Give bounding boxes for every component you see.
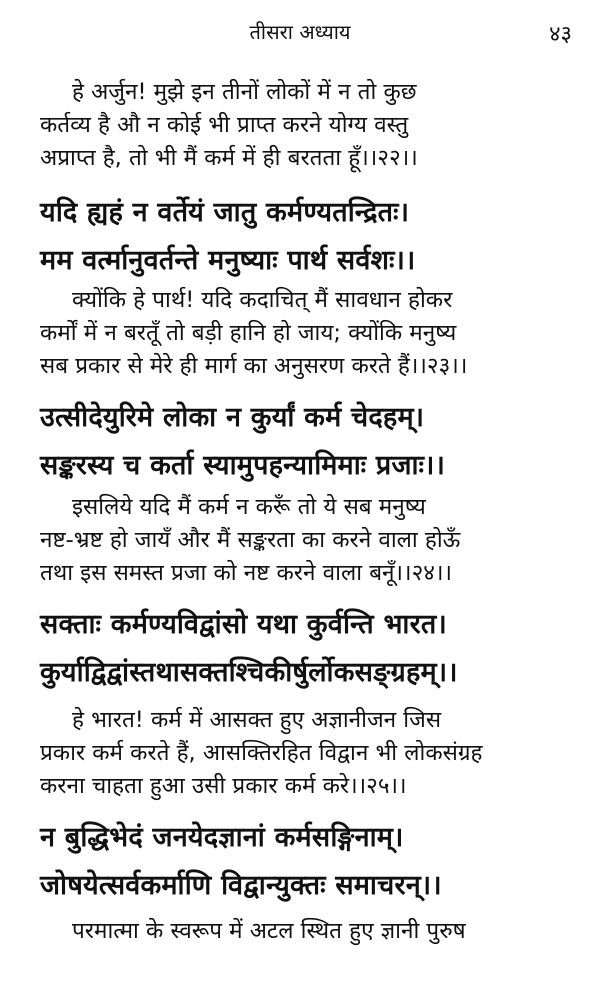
text-line: परमात्मा के स्वरूप में अटल स्थित हुए ज्ञानी पुरुष [72, 918, 466, 944]
text-line: तथा इस समस्त प्रजा को नष्ट करने वाला बनूँ।।२४।। [40, 560, 453, 586]
chapter-title: तीसरा अध्याय [249, 20, 351, 44]
text-line: प्रकार कर्म करते हैं, आसक्तिरहित विद्वान भी लोकसंग्रह [40, 740, 483, 766]
text-line: हे अर्जुन! मुझे इन तीनों लोकों में न तो कुछ [72, 79, 417, 105]
sanskrit-verse-23 [40, 189, 570, 285]
text-line: हे भारत! कर्म में आसक्त हुए अज्ञानीजन जिस [72, 707, 442, 733]
commentary-paragraph-24 [40, 491, 570, 590]
verse-line: सक्ताः कर्मण्यविद्वांसो यथा कुर्वन्ति भारत। [40, 609, 447, 640]
commentary-paragraph-26 [40, 915, 570, 948]
verse-line: कुर्याद्विद्वांस्तथासक्तश्चिकीर्षुर्लोकसङ्ग्रहम्।। [40, 657, 458, 688]
text-line: करना चाहता हुआ उसी प्रकार कर्म करे।।२५।। [40, 773, 407, 799]
page-header [0, 14, 600, 48]
commentary-paragraph-25 [40, 704, 570, 803]
verse-line: न बुद्धिभेदं जनयेदज्ञानां कर्मसङ्गिनाम्। [40, 822, 404, 853]
sanskrit-verse-25 [40, 601, 570, 697]
page-number: ४३ [549, 22, 572, 47]
sanskrit-verse-24 [40, 394, 570, 490]
verse-line: जोषयेत्सर्वकर्माणि विद्वान्युक्तः समाचरन्।। [40, 870, 442, 901]
text-line: अप्राप्त है, तो भी मैं कर्म में ही बरतता हूँ।।२२।। [40, 145, 418, 171]
verse-line: यदि ह्यहं न वर्तेयं जातु कर्मण्यतन्द्रितः। [40, 197, 410, 228]
text-line: सब प्रकार से मेरे ही मार्ग का अनुसरण करते हैं।।२३।। [40, 353, 468, 379]
verse-line: सङ्करस्य च कर्ता स्यामुपहन्यामिमाः प्रजाः।। [40, 450, 446, 481]
verse-line: मम वर्त्मानुवर्तन्ते मनुष्याः पार्थ सर्वशः।। [40, 245, 416, 276]
verse-line: उत्सीदेयुरिमे लोका न कुर्यां कर्म चेदहम्। [40, 402, 425, 433]
text-line: क्योंकि हे पार्थ! यदि कदाचित् मैं सावधान होकर [72, 287, 453, 313]
sanskrit-verse-26 [40, 814, 570, 910]
commentary-paragraph-23 [40, 284, 570, 383]
text-line: इसलिये यदि मैं कर्म न करूँ तो ये सब मनुष्य [72, 494, 426, 520]
text-line: कर्तव्य है औ न कोई भी प्राप्त करने योग्य वस्तु [40, 112, 409, 138]
text-line: नष्ट-भ्रष्ट हो जायँ और मैं सङ्करता का करने वाला होऊँ [40, 527, 461, 553]
text-line: कर्मों में न बरतूँ तो बड़ी हानि हो जाय; क्योंकि मनुष्य [40, 320, 457, 346]
commentary-paragraph-22 [40, 76, 570, 175]
